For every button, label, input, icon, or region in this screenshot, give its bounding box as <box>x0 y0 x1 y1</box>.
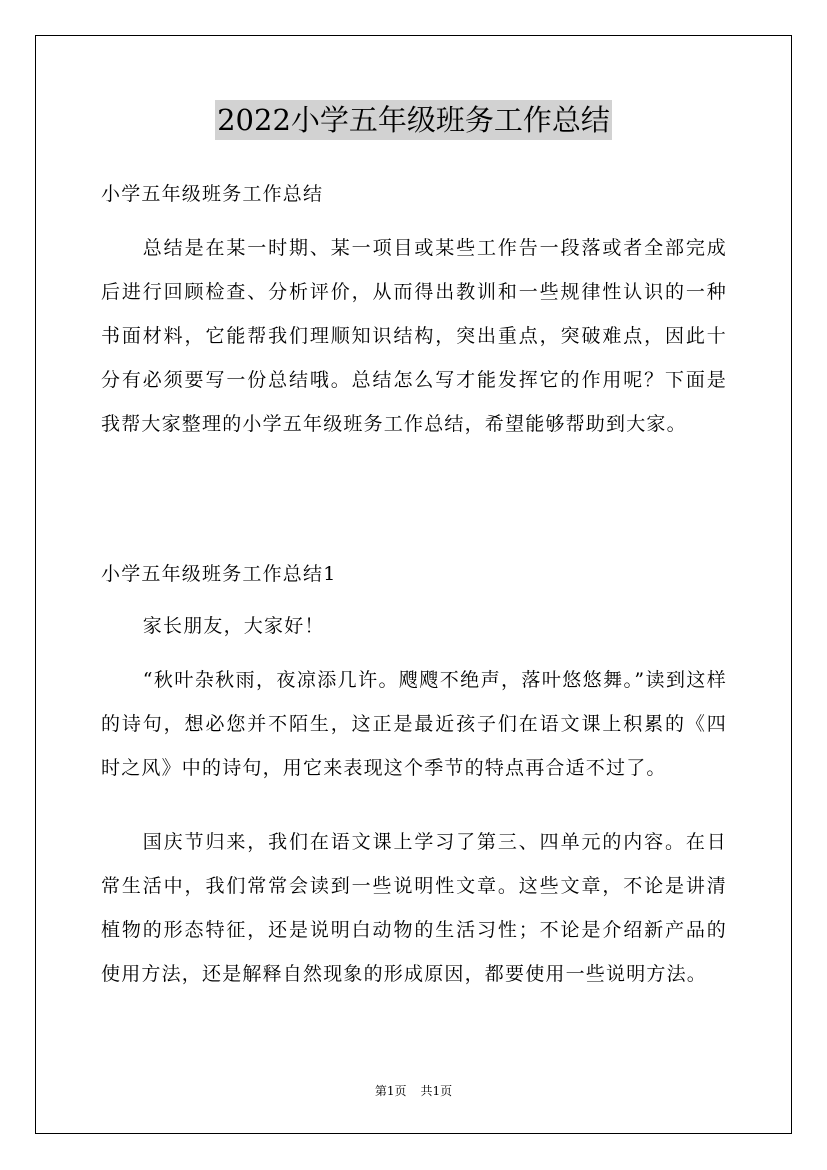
intro-paragraph: 总结是在某一时期、某一项目或某些工作告一段落或者全部完成后进行回顾检查、分析评价，从而得出教训和一些规律性认识的一种书面材料，它能帮我们理顺知识结构，突出重点，突破难点，因此十分有必须要写一份总结哦。总结怎么写才能发挥它的作用呢？下面是我帮大家整理的小学五年级班务工作总结，希望能够帮助到大家。 <box>101 237 727 435</box>
title-container <box>0 100 827 140</box>
document-subtitle: 小学五年级班务工作总结 <box>101 183 324 205</box>
page-footer <box>0 1083 827 1099</box>
greeting-paragraph: 家长朋友，大家好！ <box>142 615 325 637</box>
page-total: 共1页 <box>420 1084 453 1098</box>
body-paragraph-1: “秋叶杂秋雨，夜凉添几许。飕飕不绝声，落叶悠悠舞。”读到这样的诗句，想必您并不陌生，这正是最近孩子们在语文课上积累的《四时之风》中的诗句，用它来表现这个季节的特点再合适不过了。 <box>101 669 727 779</box>
section-heading: 小学五年级班务工作总结1 <box>101 563 337 585</box>
page-number: 第1页 <box>374 1084 407 1098</box>
document-title: 2022小学五年级班务工作总结 <box>215 100 612 140</box>
body-paragraph-2: 国庆节归来，我们在语文课上学习了第三、四单元的内容。在日常生活中，我们常常会读到一些说明性文章。这些文章，不论是讲清植物的形态特征，还是说明白动物的生活习性；不论是介绍新产品的使用方法，还是解释自然现象的形成原因，都要使用一些说明方法。 <box>101 831 727 985</box>
